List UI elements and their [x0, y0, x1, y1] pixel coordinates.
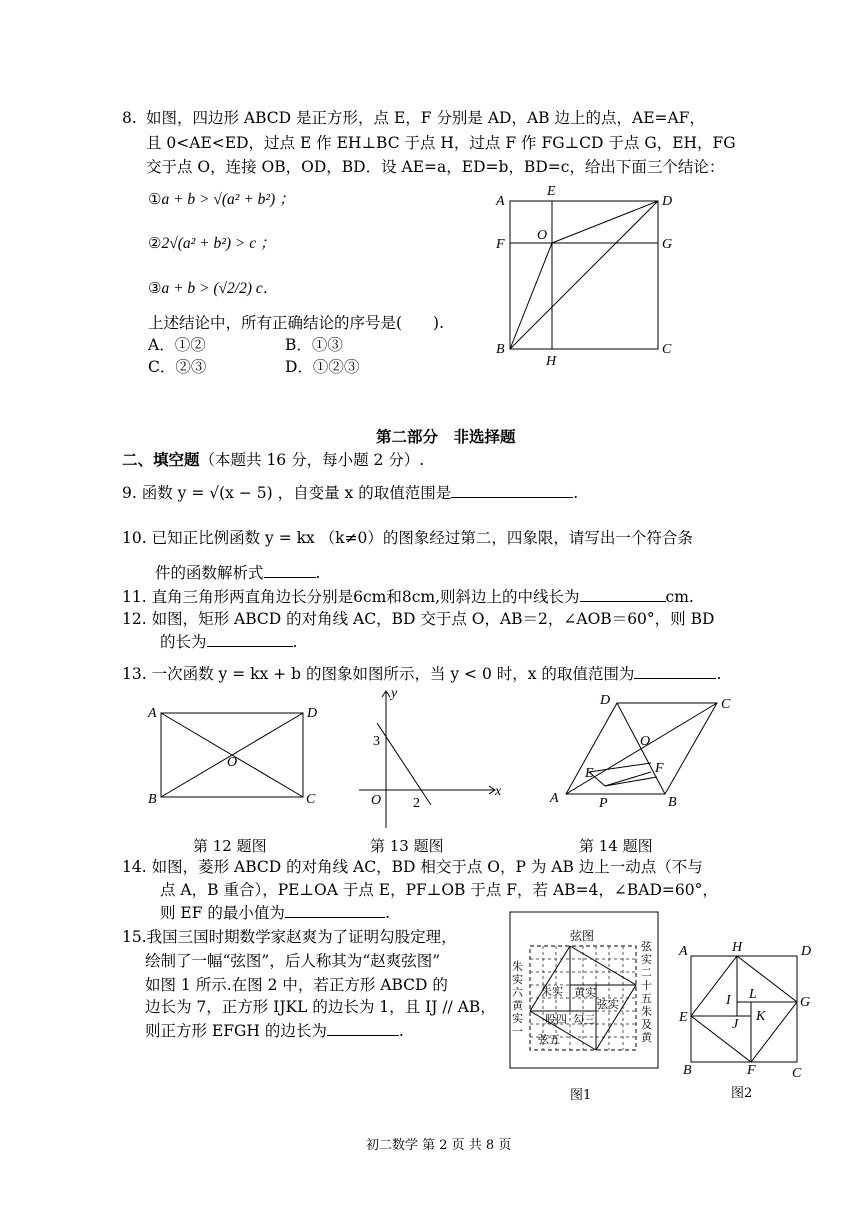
fig1-gusi: 股四	[545, 1013, 567, 1026]
fig2-squares	[675, 940, 825, 1080]
fig1-caption: 图1	[570, 1088, 592, 1103]
fig8-label-b: B	[496, 342, 505, 357]
conclusion-text-1: a + b > √(a² + b²) ；	[161, 191, 295, 208]
fig2-label-i: I	[726, 993, 731, 1008]
q13-answer-blank[interactable]	[634, 664, 716, 679]
fig8-label-e: E	[547, 184, 556, 199]
q13-end: .	[716, 665, 722, 683]
q15-line5	[145, 1021, 404, 1041]
q10-line2	[155, 563, 320, 583]
q12-text1: 如图，矩形 ABCD 的对角线 AC，BD 交于点 O，AB＝2，∠AOB＝60°，则 BD	[151, 610, 715, 628]
fig12-label-c: C	[306, 792, 316, 807]
q15-end: .	[398, 1022, 404, 1040]
fig14-rhombus	[540, 690, 760, 810]
q11	[122, 587, 694, 607]
q8-line2: 且 0<AE<ED，过点 E 作 EH⊥BC 于点 H，过点 F 作 FG⊥CD 于点 G，EH，FG	[146, 134, 736, 152]
fig14-label-b: B	[668, 795, 677, 810]
fig12-label-b: B	[148, 792, 157, 807]
fig2-label-g: G	[800, 995, 811, 1010]
fig14-caption: 第 14 题图	[579, 837, 653, 855]
q8-option-b: B．①③	[285, 336, 343, 354]
section2-head: 二、填空题	[122, 450, 200, 469]
q8-conclusion-2	[148, 233, 276, 254]
q8-option-a: A．①②	[148, 336, 206, 354]
q15-text1: 我国三国时期数学家赵爽为了证明勾股定理，	[146, 928, 457, 946]
q11-end: cm.	[665, 588, 694, 606]
conclusion-mark-3: ③	[148, 279, 162, 297]
fig2-label-d: D	[801, 944, 812, 959]
fig13-label-x: x	[495, 784, 502, 799]
fig13-label-2: 2	[413, 796, 420, 811]
q15-line4: 边长为 7，正方形 IJKL 的边长为 1，且 IJ // AB，	[145, 998, 496, 1016]
q10-text1: 已知正比例函数 y = kx （k≠0）的图象经过第二，四象限，请写出一个符合条	[151, 529, 693, 547]
q12-end: .	[292, 633, 298, 651]
fig8-label-c: C	[662, 342, 672, 357]
fig14-label-a: A	[550, 791, 559, 806]
fig14-label-c: C	[721, 697, 731, 712]
fig12-label-o: O	[227, 755, 238, 770]
q10-end: .	[315, 564, 321, 582]
q14-text3: 则 EF 的最小值为	[160, 904, 285, 922]
q15-number: 15.	[122, 928, 147, 946]
q8-line1: 如图，四边形 ABCD 是正方形，点 E，F 分别是 AD，AB 边上的点，AE=AF，	[146, 109, 705, 127]
section2-note: （本题共 16 分，每小题 2 分）.	[199, 451, 425, 469]
q14-end: .	[384, 904, 390, 922]
q9	[122, 483, 578, 503]
fig8-label-g: G	[662, 237, 673, 252]
q14-text1: 如图，菱形 ABCD 的对角线 AC，BD 相交于点 O，P 为 AB 边上一动点（不与	[151, 858, 703, 876]
fig12-label-a: A	[148, 706, 157, 721]
q8-line3: 交于点 O，连接 OB，OD，BD．设 AE=a，ED=b，BD=c，给出下面三个结论：	[146, 158, 725, 176]
q11-number: 11.	[122, 588, 147, 606]
q9-end: .	[573, 484, 579, 502]
conclusion-mark-2: ②	[148, 234, 162, 252]
fig13-line-graph	[355, 683, 515, 833]
q8-option-c: C．②③	[148, 358, 207, 376]
fig2-label-c: C	[792, 1066, 802, 1081]
fig2-label-f: F	[747, 1063, 756, 1078]
q10-answer-blank[interactable]	[264, 563, 316, 578]
q14-line2: 点 A，B 重合），PE⊥OA 于点 E，PF⊥OB 于点 F，若 AB=4，∠BAD=60°，	[160, 881, 718, 899]
fig2-label-e: E	[679, 1010, 688, 1025]
fig2-label-j: J	[732, 1017, 739, 1032]
q15-line1	[122, 927, 457, 947]
fig1-xianshi: 弦实	[597, 998, 619, 1011]
fig12-caption: 第 12 题图	[193, 837, 267, 855]
fig2-label-h: H	[732, 940, 743, 955]
fig12-rectangle	[145, 700, 325, 810]
q14-line3	[160, 903, 390, 923]
q9-number: 9.	[122, 484, 137, 502]
q15-answer-blank[interactable]	[327, 1021, 399, 1036]
fig1-left-column: 朱实六黄实一	[512, 960, 523, 1038]
fig8-label-a: A	[496, 194, 505, 209]
q15-line3: 如图 1 所示.在图 2 中，若正方形 ABCD 的	[145, 976, 448, 994]
fig8-label-d: D	[662, 194, 673, 209]
fig14-label-e: E	[585, 766, 594, 781]
fig2-label-l: L	[749, 987, 757, 1002]
q13-text: 一次函数 y = kx + b 的图象如图所示，当 y < 0 时，x 的取值范围为	[151, 665, 635, 683]
q8-question: 上述结论中，所有正确结论的序号是( ).	[148, 314, 445, 332]
q11-text: 直角三角形两直角边长分别是6cm和8cm,则斜边上的中线长为	[151, 588, 580, 606]
fig14-label-p: P	[599, 796, 608, 811]
conclusion-text-3: a + b > (√2/2) c．	[161, 280, 279, 297]
q10-number: 10.	[122, 529, 147, 547]
q14-number: 14.	[122, 858, 147, 876]
q12-line1	[122, 609, 714, 629]
fig1-xianwu: 弦五	[538, 1033, 560, 1046]
q14-answer-blank[interactable]	[285, 903, 385, 918]
fig1-title: 弦图	[570, 929, 595, 943]
fig13-label-3: 3	[373, 734, 380, 749]
fig8-label-o: O	[537, 228, 548, 243]
q8-conclusion-3	[148, 278, 278, 299]
fig2-caption: 图2	[731, 1086, 753, 1101]
q15-text5: 则正方形 EFGH 的边长为	[145, 1022, 327, 1040]
fig13-label-o: O	[371, 793, 382, 808]
q10-line1	[122, 528, 693, 548]
fig2-label-a: A	[679, 944, 688, 959]
q8-number: 8.	[122, 109, 137, 127]
q12-number: 12.	[122, 610, 147, 628]
q8-conclusion-1	[148, 189, 295, 210]
fig1-xiantu	[508, 910, 660, 1070]
conclusion-mark-1: ①	[148, 190, 162, 208]
fig2-label-b: B	[683, 1063, 692, 1078]
q14-line1	[122, 857, 703, 877]
q10-text2: 件的函数解析式	[155, 564, 264, 582]
conclusion-text-2: 2√(a² + b²) > c ；	[161, 235, 276, 252]
fig14-label-d: D	[600, 693, 611, 708]
q12-answer-blank[interactable]	[207, 632, 293, 647]
q9-answer-blank[interactable]	[451, 483, 573, 498]
fig14-label-o: O	[640, 734, 651, 749]
q8-square-figure	[490, 185, 690, 370]
fig1-zhushi: 朱实	[541, 985, 563, 998]
section2-header	[122, 450, 424, 470]
fig13-caption: 第 13 题图	[370, 837, 444, 855]
fig8-label-f: F	[496, 237, 505, 252]
fig12-label-d: D	[307, 706, 318, 721]
q12-text2: 的长为	[160, 633, 207, 651]
q15-line2: 绘制了一幅“弦图”，后人称其为“赵爽弦图”	[145, 952, 441, 970]
fig1-right-column: 弦实二十五朱及黄	[641, 940, 652, 1044]
page-footer: 初二数学 第 2 页 共 8 页	[366, 1138, 512, 1153]
part2-title: 第二部分 非选择题	[376, 427, 516, 446]
fig1-gousan: 勾三	[573, 1013, 595, 1026]
q13	[122, 664, 721, 684]
fig2-label-k: K	[756, 1009, 766, 1024]
q9-text: 函数 y = √(x − 5) ，自变量 x 的取值范围是	[141, 484, 452, 502]
q8-option-d: D．①②③	[285, 358, 360, 376]
fig1-huangshi: 黄实	[574, 986, 596, 999]
q13-number: 13.	[122, 665, 147, 683]
q11-answer-blank[interactable]	[580, 587, 666, 602]
fig8-label-h: H	[546, 354, 557, 369]
q12-line2	[160, 632, 297, 652]
fig13-label-y: y	[391, 686, 398, 701]
fig14-label-f: F	[655, 761, 664, 776]
